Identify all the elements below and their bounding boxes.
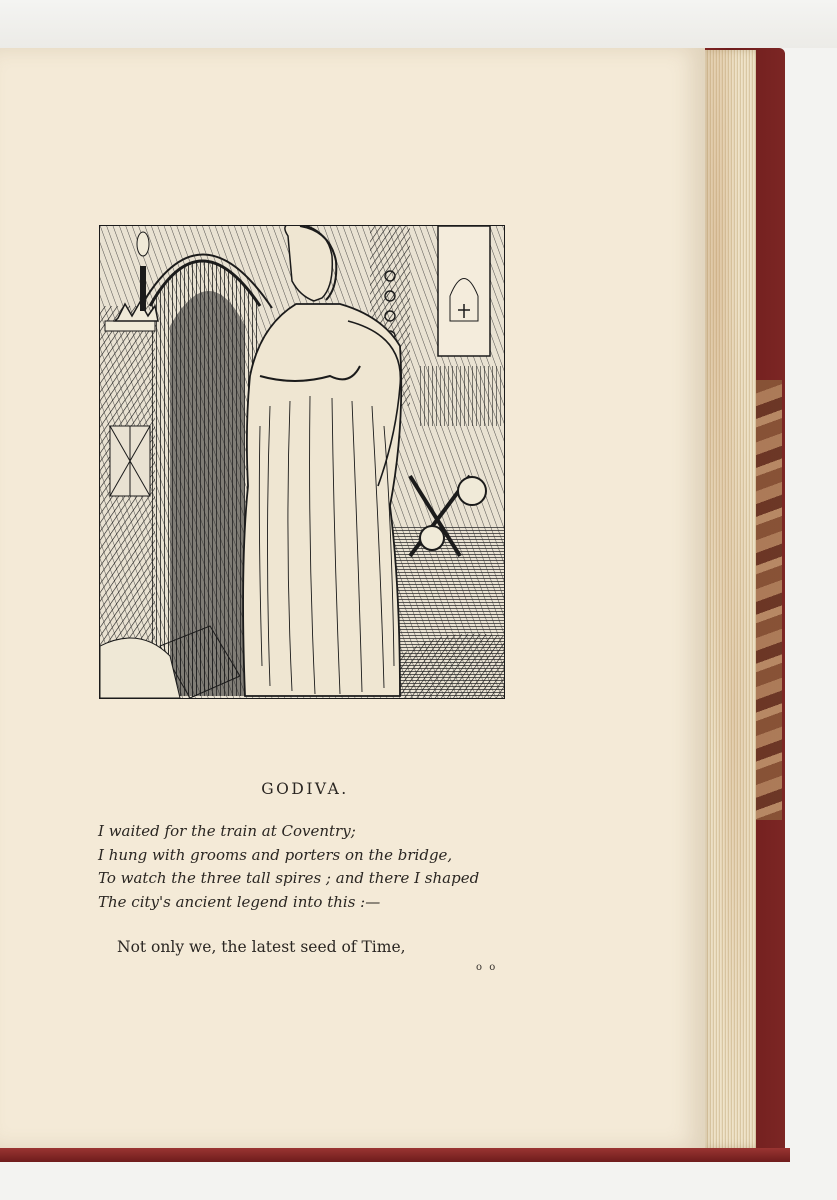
marbled-board [752,380,782,820]
background-top [0,0,837,48]
page-edges [700,50,756,1148]
signature-mark: o o [476,962,498,973]
engraved-illustration [99,225,505,699]
prologue-line: To watch the three tall spires ; and there I shaped [98,869,480,887]
prologue-line: I hung with grooms and porters on the bridge, [98,845,453,864]
prologue-line: I waited for the train at Coventry; [98,822,356,840]
poem-title: GODIVA. [261,780,349,798]
engraving-artwork [100,226,504,698]
prologue-line: The city's ancient legend into this :— [98,892,381,911]
poem-first-line: Not only we, the latest seed of Time, [117,938,406,956]
poem-prologue [98,820,598,914]
book-cover-bottom [0,1148,790,1162]
